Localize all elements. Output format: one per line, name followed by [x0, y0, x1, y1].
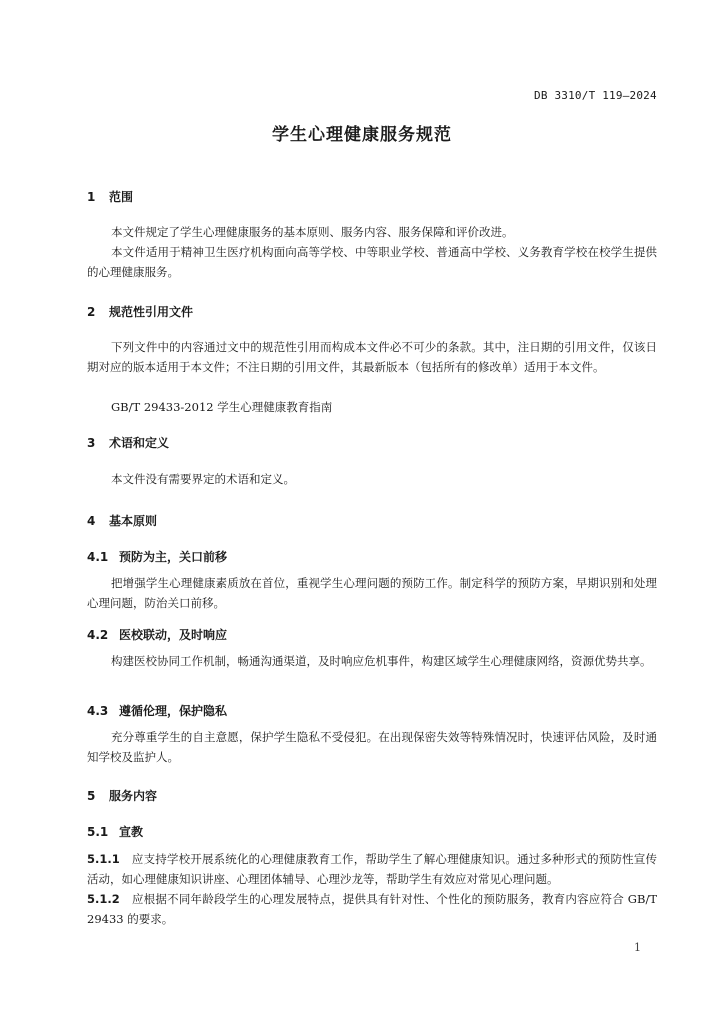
heading-section-1 [87, 188, 133, 205]
heading-section-5 [87, 787, 157, 804]
heading-section-4-2 [87, 626, 227, 643]
section-title: 医校联动，及时响应 [119, 628, 228, 642]
heading-section-2 [87, 303, 193, 320]
section-title: 宣教 [119, 825, 144, 839]
heading-section-4-1 [87, 548, 227, 565]
paragraph-scope-1: 本文件规定了学生心理健康服务的基本原则、服务内容、服务保障和评价改进。 [111, 225, 514, 239]
section-number: 4.3 [87, 704, 109, 718]
reference-gbt-29433: GB/T 29433-2012 学生心理健康教育指南 [111, 400, 333, 414]
heading-section-5-1 [87, 823, 143, 840]
section-title: 服务内容 [109, 789, 158, 803]
section-title: 基本原则 [109, 514, 158, 528]
clause-text: 应根据不同年龄段学生的心理发展特点，提供具有针对性、个性化的预防服务，教育内容应符合 GB/T 29433 的要求。 [87, 892, 657, 926]
page-number: 1 [634, 941, 641, 954]
clause-text: 应支持学校开展系统化的心理健康教育工作，帮助学生了解心理健康知识。通过多种形式的预防性宣传活动，如心理健康知识讲座、心理团体辅导、心理沙龙等，帮助学生有效应对常见心理问题。 [87, 852, 657, 886]
section-number: 2 [87, 305, 96, 319]
clause-5-1-2 [87, 889, 657, 929]
paragraph-normative-refs: 下列文件中的内容通过文中的规范性引用而构成本文件必不可少的条款。其中，注日期的引用文件，仅该日期对应的版本适用于本文件；不注日期的引用文件，其最新版本（包括所有的修改单）适用于本文件。 [87, 340, 657, 374]
section-number: 4.2 [87, 628, 109, 642]
heading-section-4 [87, 512, 157, 529]
section-title: 范围 [109, 190, 134, 204]
section-title: 遵循伦理，保护隐私 [119, 704, 228, 718]
section-title: 术语和定义 [109, 436, 170, 450]
clause-number: 5.1.2 [87, 892, 120, 906]
section-number: 4.1 [87, 550, 109, 564]
section-number: 5.1 [87, 825, 109, 839]
paragraph-4-3: 充分尊重学生的自主意愿，保护学生隐私不受侵犯。在出现保密失效等特殊情况时，快速评估风险，及时通知学校及监护人。 [87, 730, 657, 764]
heading-section-3 [87, 434, 169, 451]
clause-number: 5.1.1 [87, 852, 120, 866]
section-title: 规范性引用文件 [109, 305, 194, 319]
paragraph-4-1: 把增强学生心理健康素质放在首位，重视学生心理问题的预防工作。制定科学的预防方案，早期识别和处理心理问题，防治关口前移。 [87, 576, 657, 610]
section-number: 4 [87, 514, 96, 528]
clause-5-1-1 [87, 849, 657, 889]
heading-section-4-3 [87, 702, 227, 719]
document-number: DB 3310/T 119—2024 [534, 89, 657, 102]
paragraph-4-2: 构建医校协同工作机制，畅通沟通渠道，及时响应危机事件，构建区域学生心理健康网络，资源优势共享。 [111, 654, 652, 668]
section-number: 5 [87, 789, 96, 803]
document-title: 学生心理健康服务规范 [272, 125, 452, 145]
paragraph-terms: 本文件没有需要界定的术语和定义。 [111, 472, 295, 486]
section-title: 预防为主，关口前移 [119, 550, 228, 564]
section-number: 1 [87, 190, 96, 204]
paragraph-scope-2: 本文件适用于精神卫生医疗机构面向高等学校、中等职业学校、普通高中学校、义务教育学校在校学生提供的心理健康服务。 [87, 245, 657, 279]
section-number: 3 [87, 436, 96, 450]
